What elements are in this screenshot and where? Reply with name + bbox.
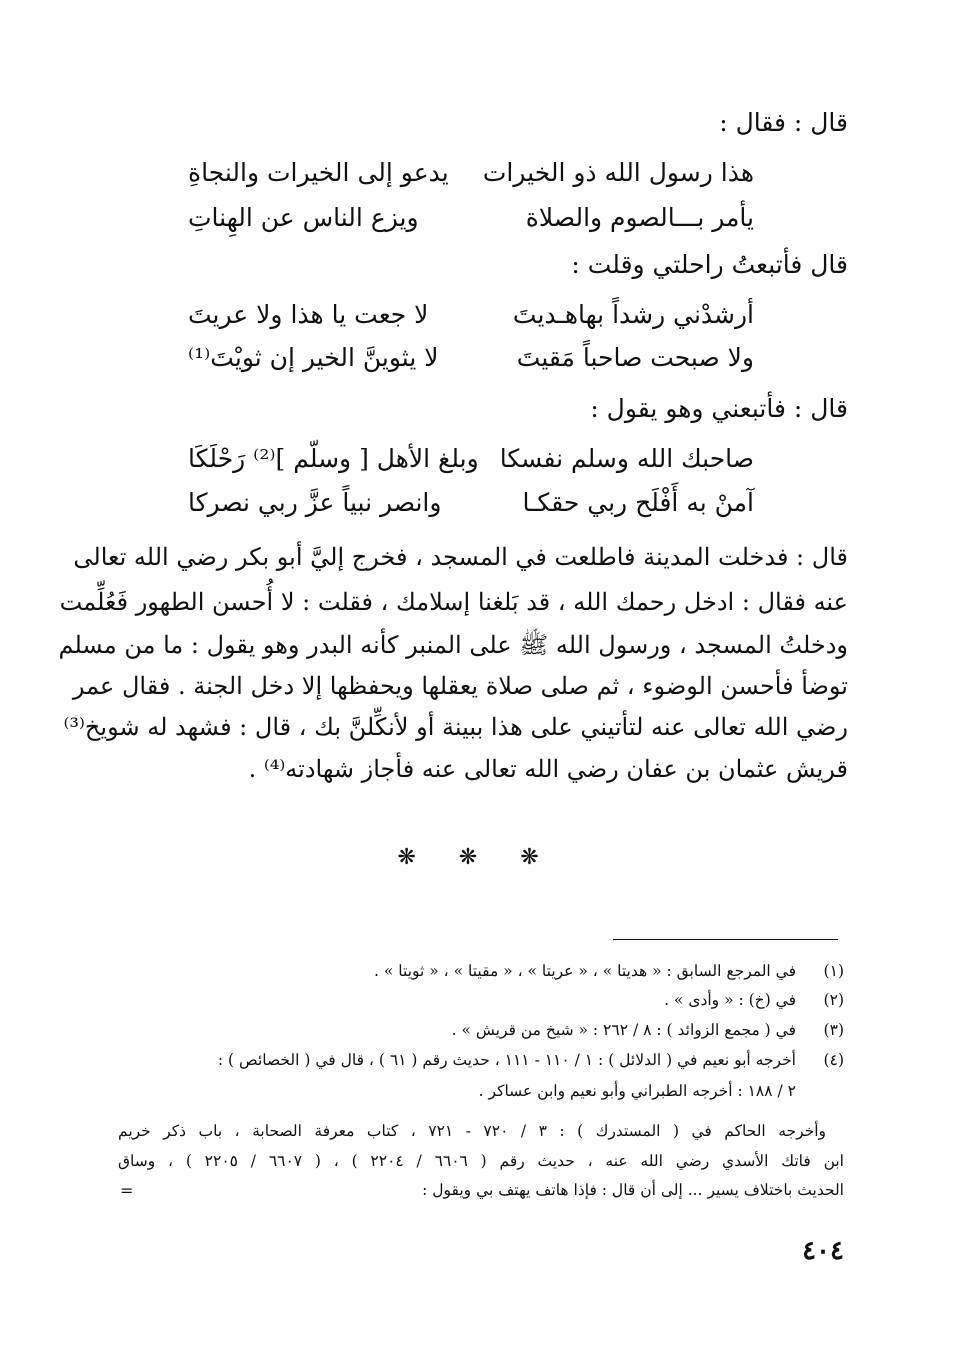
poem3-verse1-right: صاحبك الله وسلم نفسكا [499, 444, 754, 473]
footnote-text: أخرجه أبو نعيم في ( الدلائل ) : ١ / ١١٠ - ١١١ ، حديث رقم ( ٦١ ) ، قال في ( الخصائص ) : [217, 1051, 796, 1069]
footnote-text: في (خ) : « وأدى » . [664, 991, 796, 1009]
page-number: ٤٠٤ [802, 1236, 844, 1266]
footnote-number: (٤) [823, 1051, 844, 1069]
poem1-verse1-left: يدعو إلى الخيرات والنجاةِ [188, 158, 449, 187]
narration-line-2: قال : فأتبعني وهو يقول : [590, 394, 848, 423]
footnote-number: (١) [823, 962, 844, 980]
paragraph-line-1: قال : فدخلت المدينة فاطلعت في المسجد ، فخرج إليَّ أبو بكر رضي الله تعالى [73, 543, 848, 571]
paragraph-line-6: قريش عثمان بن عفان رضي الله تعالى عنه فأجاز شهادته⁽⁴⁾ . [248, 755, 848, 783]
poem2-verse2-left: لا يثوينَّ الخير إن ثويْتَ⁽¹⁾ [188, 343, 439, 372]
paragraph-line-3: ودخلتُ المسجد ، ورسول الله ﷺ على المنبر كأنه البدر وهو يقول : ما من مسلم [58, 631, 848, 659]
paragraph-line-2: عنه فقال : ادخل رحمك الله ، قد بَلغنا إسلامك ، فقلت : لا أُحسن الطهور فَعُلِّمت [59, 588, 848, 616]
continuation-mark: = [120, 1181, 134, 1200]
poem1-verse1-right: هذا رسول الله ذو الخيرات [482, 158, 754, 187]
paragraph-line-4: توضأ فأحسن الوضوء ، ثم صلى صلاة يعقلها ويحفظها إلا دخل الجنة . فقال عمر [72, 672, 848, 700]
poem3-verse2-left: وانصر نبياً عزَّ ربي نصركا [188, 488, 442, 517]
intro-line: قال : فقال : [719, 108, 848, 137]
footnote-text: في المرجع السابق : « هديتا » ، « عريتا » ، « مقيتا » ، « ثويتا » . [374, 962, 796, 980]
footnote-number: (٢) [823, 991, 844, 1009]
section-separator: ❋ ❋ ❋ [397, 845, 557, 870]
poem3-verse1-left: وبلغ الأهل [ وسلّم ]⁽²⁾ رَحْلَكَا [188, 444, 479, 473]
footnote-4-cont-4: الحديث باختلاف يسير ... إلى أن قال : فإذا هاتف يهتف بي ويقول : [422, 1181, 844, 1199]
poem2-verse2-right: ولا صبحت صاحباً مَقيتَ [516, 343, 754, 372]
poem2-verse1-left: لا جعت يا هذا ولا عريتَ [188, 300, 429, 329]
poem2-verse1-right: أرشدْني رشداً بهاهـديتَ [512, 300, 754, 329]
footnote-4-cont-3: ابن فاتك الأسدي رضي الله عنه ، حديث رقم ( ٦٦٠٦ / ٢٢٠٤ ) ، ( ٦٦٠٧ / ٢٢٠٥ ) ، وساق [118, 1152, 844, 1170]
footnote-rule [613, 939, 838, 940]
poem1-verse2-left: ويزع الناس عن الهِناتِ [188, 203, 419, 232]
poem3-verse2-right: آمنْ به أَفْلَح ربي حقكـا [522, 488, 754, 517]
footnote-text: في ( مجمع الزوائد ) : ٨ / ٢٦٢ : « شيخ من قريش » . [451, 1021, 796, 1039]
paragraph-line-5: رضي الله تعالى عنه لتأتيني على هذا ببينة أو لأنكِّلنَّ بك ، قال : فشهد له شويخ⁽³⁾ [63, 713, 848, 741]
footnote-4-cont-2: وأخرجه الحاكم في ( المستدرك ) : ٣ / ٧٢٠ - ٧٢١ ، كتاب معرفة الصحابة ، باب ذكر خريم [118, 1122, 827, 1140]
poem1-verse2-right: يأمر بـــالصوم والصلاة [525, 203, 754, 232]
footnote-4-cont-1: ٢ / ١٨٨ : أخرجه الطبراني وأبو نعيم وابن عساكر . [478, 1082, 796, 1100]
narration-line-1: قال فأتبعتُ راحلتي وقلت : [571, 250, 848, 279]
footnote-number: (٣) [823, 1021, 844, 1039]
